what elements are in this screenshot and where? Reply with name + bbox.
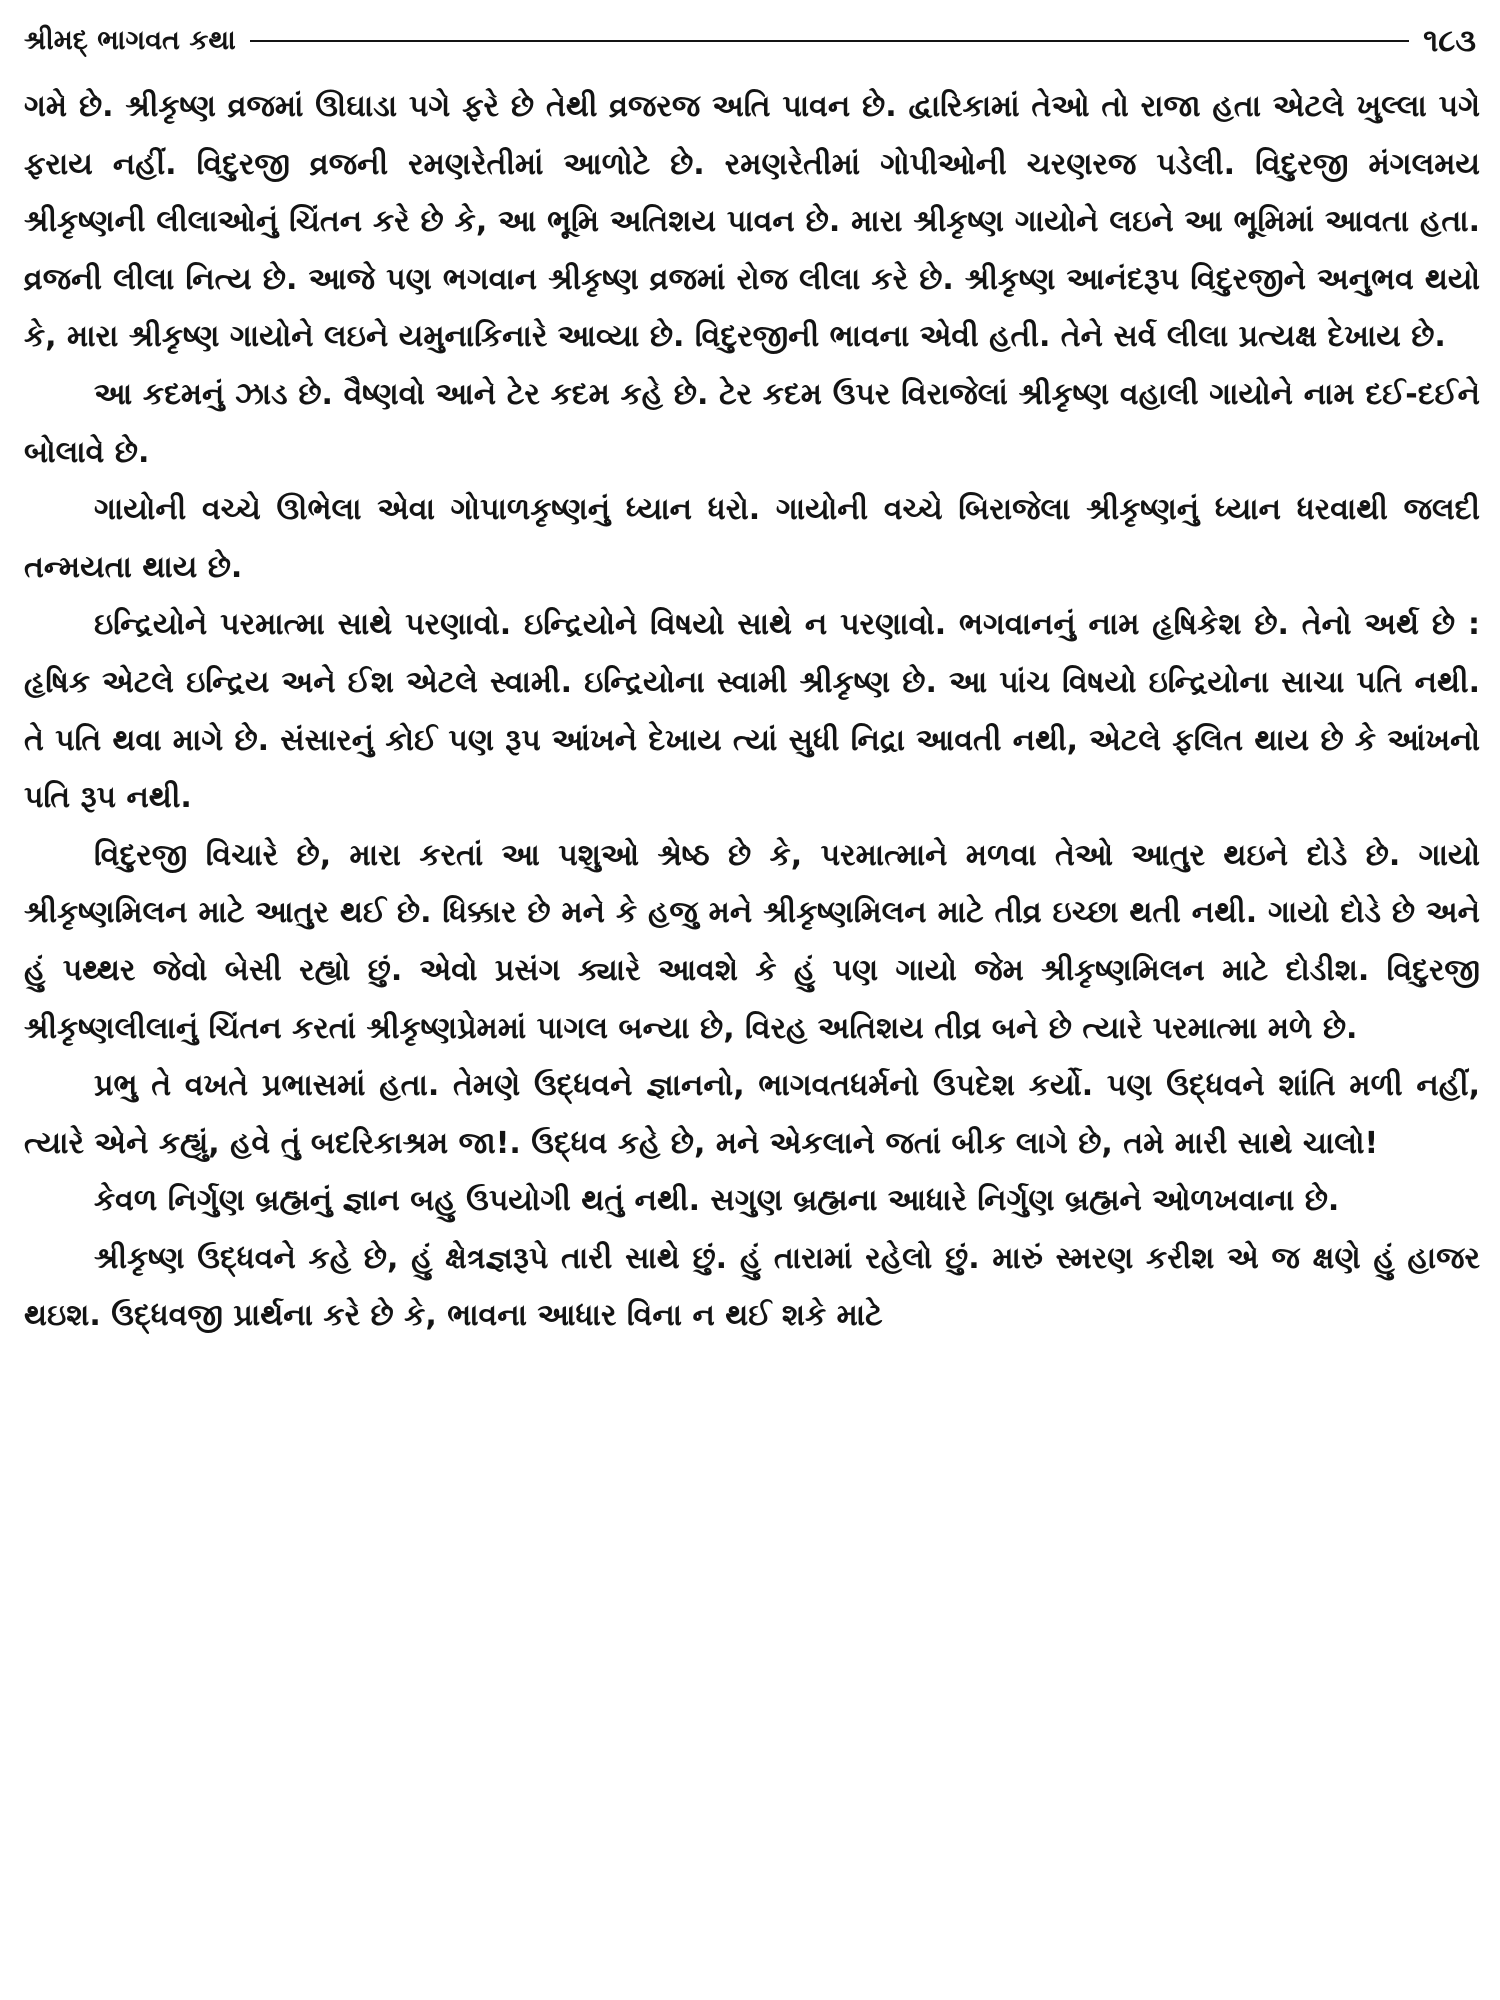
page-body: [24, 78, 1480, 1986]
paragraph-1: ગમે છે. શ્રીકૃષ્ણ વ્રજમાં ઊઘાડા પગે ફરે છે તેથી વ્રજરજ અતિ પાવન છે. દ્વારિકામાં તેઓ તો રાજા હતા એટલે ખુલ્લા પગે ફરાય નહીં. વિદુરજી વ્રજની રમણરેતીમાં આળોટે છે. રમણરેતીમાં ગોપીઓની ચરણરજ પડેલી. વિદુરજી મંગલમય શ્રીકૃષ્ણની લીલાઓનું ચિંતન કરે છે કે, આ ભૂમિ અતિશય પાવન છે. મારા શ્રીકૃષ્ણ ગાયોને લઇને આ ભૂમિમાં આવતા હતા. વ્રજની લીલા નિત્ય છે. આજે પણ ભગવાન શ્રીકૃષ્ણ વ્રજમાં રોજ લીલા કરે છે. શ્રીકૃષ્ણ આનંદરૂપ વિદુરજીને અનુભવ થયો કે, મારા શ્રીકૃષ્ણ ગાયોને લઇને યમુનાકિનારે આવ્યા છે. વિદુરજીની ભાવના એવી હતી. તેને સર્વ લીલા પ્રત્યક્ષ દેખાય છે.: [24, 89, 1480, 355]
book-title: શ્રીમદ્ ભાગવત કથા: [24, 25, 236, 56]
paragraph-3: ગાયોની વચ્ચે ઊભેલા એવા ગોપાળકૃષ્ણનું ધ્યાન ધરો. ગાયોની વચ્ચે બિરાજેલા શ્રીકૃષ્ણનું ધ્યાન ધરવાથી જલદી તન્મયતા થાય છે.: [24, 492, 1480, 585]
paragraph-8: શ્રીકૃષ્ણ ઉદ્ધવને કહે છે, હું ક્ષેત્રજ્ઞરૂપે તારી સાથે છું. હું તારામાં રહેલો છું. મારું સ્મરણ કરીશ એ જ ક્ષણે હું હાજર થઇશ. ઉદ્ધવજી પ્રાર્થના કરે છે કે, ભાવના આધાર વિના ન થઈ શકે માટે: [24, 1240, 1480, 1334]
header-rule: [250, 40, 1409, 42]
paragraph-4: ઇન્દ્રિયોને પરમાત્મા સાથે પરણાવો. ઇન્દ્રિયોને વિષયો સાથે ન પરણાવો. ભગવાનનું નામ હૃષિકેશ છે. તેનો અર્થ છે : હૃષિક એટલે ઇન્દ્રિય અને ઈશ એટલે સ્વામી. ઇન્દ્રિયોના સ્વામી શ્રીકૃષ્ણ છે. આ પાંચ વિષયો ઇન્દ્રિયોના સાચા પતિ નથી. તે પતિ થવા માગે છે. સંસારનું કોઈ પણ રૂપ આંખને દેખાય ત્યાં સુધી નિદ્રા આવતી નથી, એટલે ફલિત થાય છે કે આંખનો પતિ રૂપ નથી.: [24, 607, 1480, 816]
running-header: [24, 12, 1476, 70]
paragraph-5: વિદુરજી વિચારે છે, મારા કરતાં આ પશુઓ શ્રેષ્ઠ છે કે, પરમાત્માને મળવા તેઓ આતુર થઇને દોડે છે. ગાયો શ્રીકૃષ્ણમિલન માટે આતુર થઈ છે. ધિક્કાર છે મને કે હજુ મને શ્રીકૃષ્ણમિલન માટે તીવ્ર ઇચ્છા થતી નથી. ગાયો દોડે છે અને હું પથ્થર જેવો બેસી રહ્યો છું. એવો પ્રસંગ ક્યારે આવશે કે હું પણ ગાયો જેમ શ્રીકૃષ્ણમિલન માટે દોડીશ. વિદુરજી શ્રીકૃષ્ણલીલાનું ચિંતન કરતાં શ્રીકૃષ્ણપ્રેમમાં પાગલ બન્યા છે, વિરહ અતિશય તીવ્ર બને છે ત્યારે પરમાત્મા મળે છે.: [24, 837, 1480, 1046]
paragraph-2: આ કદમનું ઝાડ છે. વૈષ્ણવો આને ટેર કદમ કહે છે. ટેર કદમ ઉપર વિરાજેલાં શ્રીકૃષ્ણ વહાલી ગાયોને નામ દઈ-દઈને બોલાવે છે.: [24, 376, 1480, 470]
page-number: ૧૮૩: [1423, 22, 1476, 59]
paragraph-6: પ્રભુ તે વખતે પ્રભાસમાં હતા. તેમણે ઉદ્ધવને જ્ઞાનનો, ભાગવતધર્મનો ઉપદેશ કર્યો. પણ ઉદ્ધવને શાંતિ મળી નહીં, ત્યારે એને કહ્યું, હવે તું બદરિકાશ્રમ જા!. ઉદ્ધવ કહે છે, મને એકલાને જતાં બીક લાગે છે, તમે મારી સાથે ચાલો!: [24, 1068, 1480, 1161]
paragraph-7: કેવળ નિર્ગુણ બ્રહ્મનું જ્ઞાન બહુ ઉપયોગી થતું નથી. સગુણ બ્રહ્મના આધારે નિર્ગુણ બ્રહ્મને ઓળખવાના છે.: [94, 1183, 1340, 1219]
